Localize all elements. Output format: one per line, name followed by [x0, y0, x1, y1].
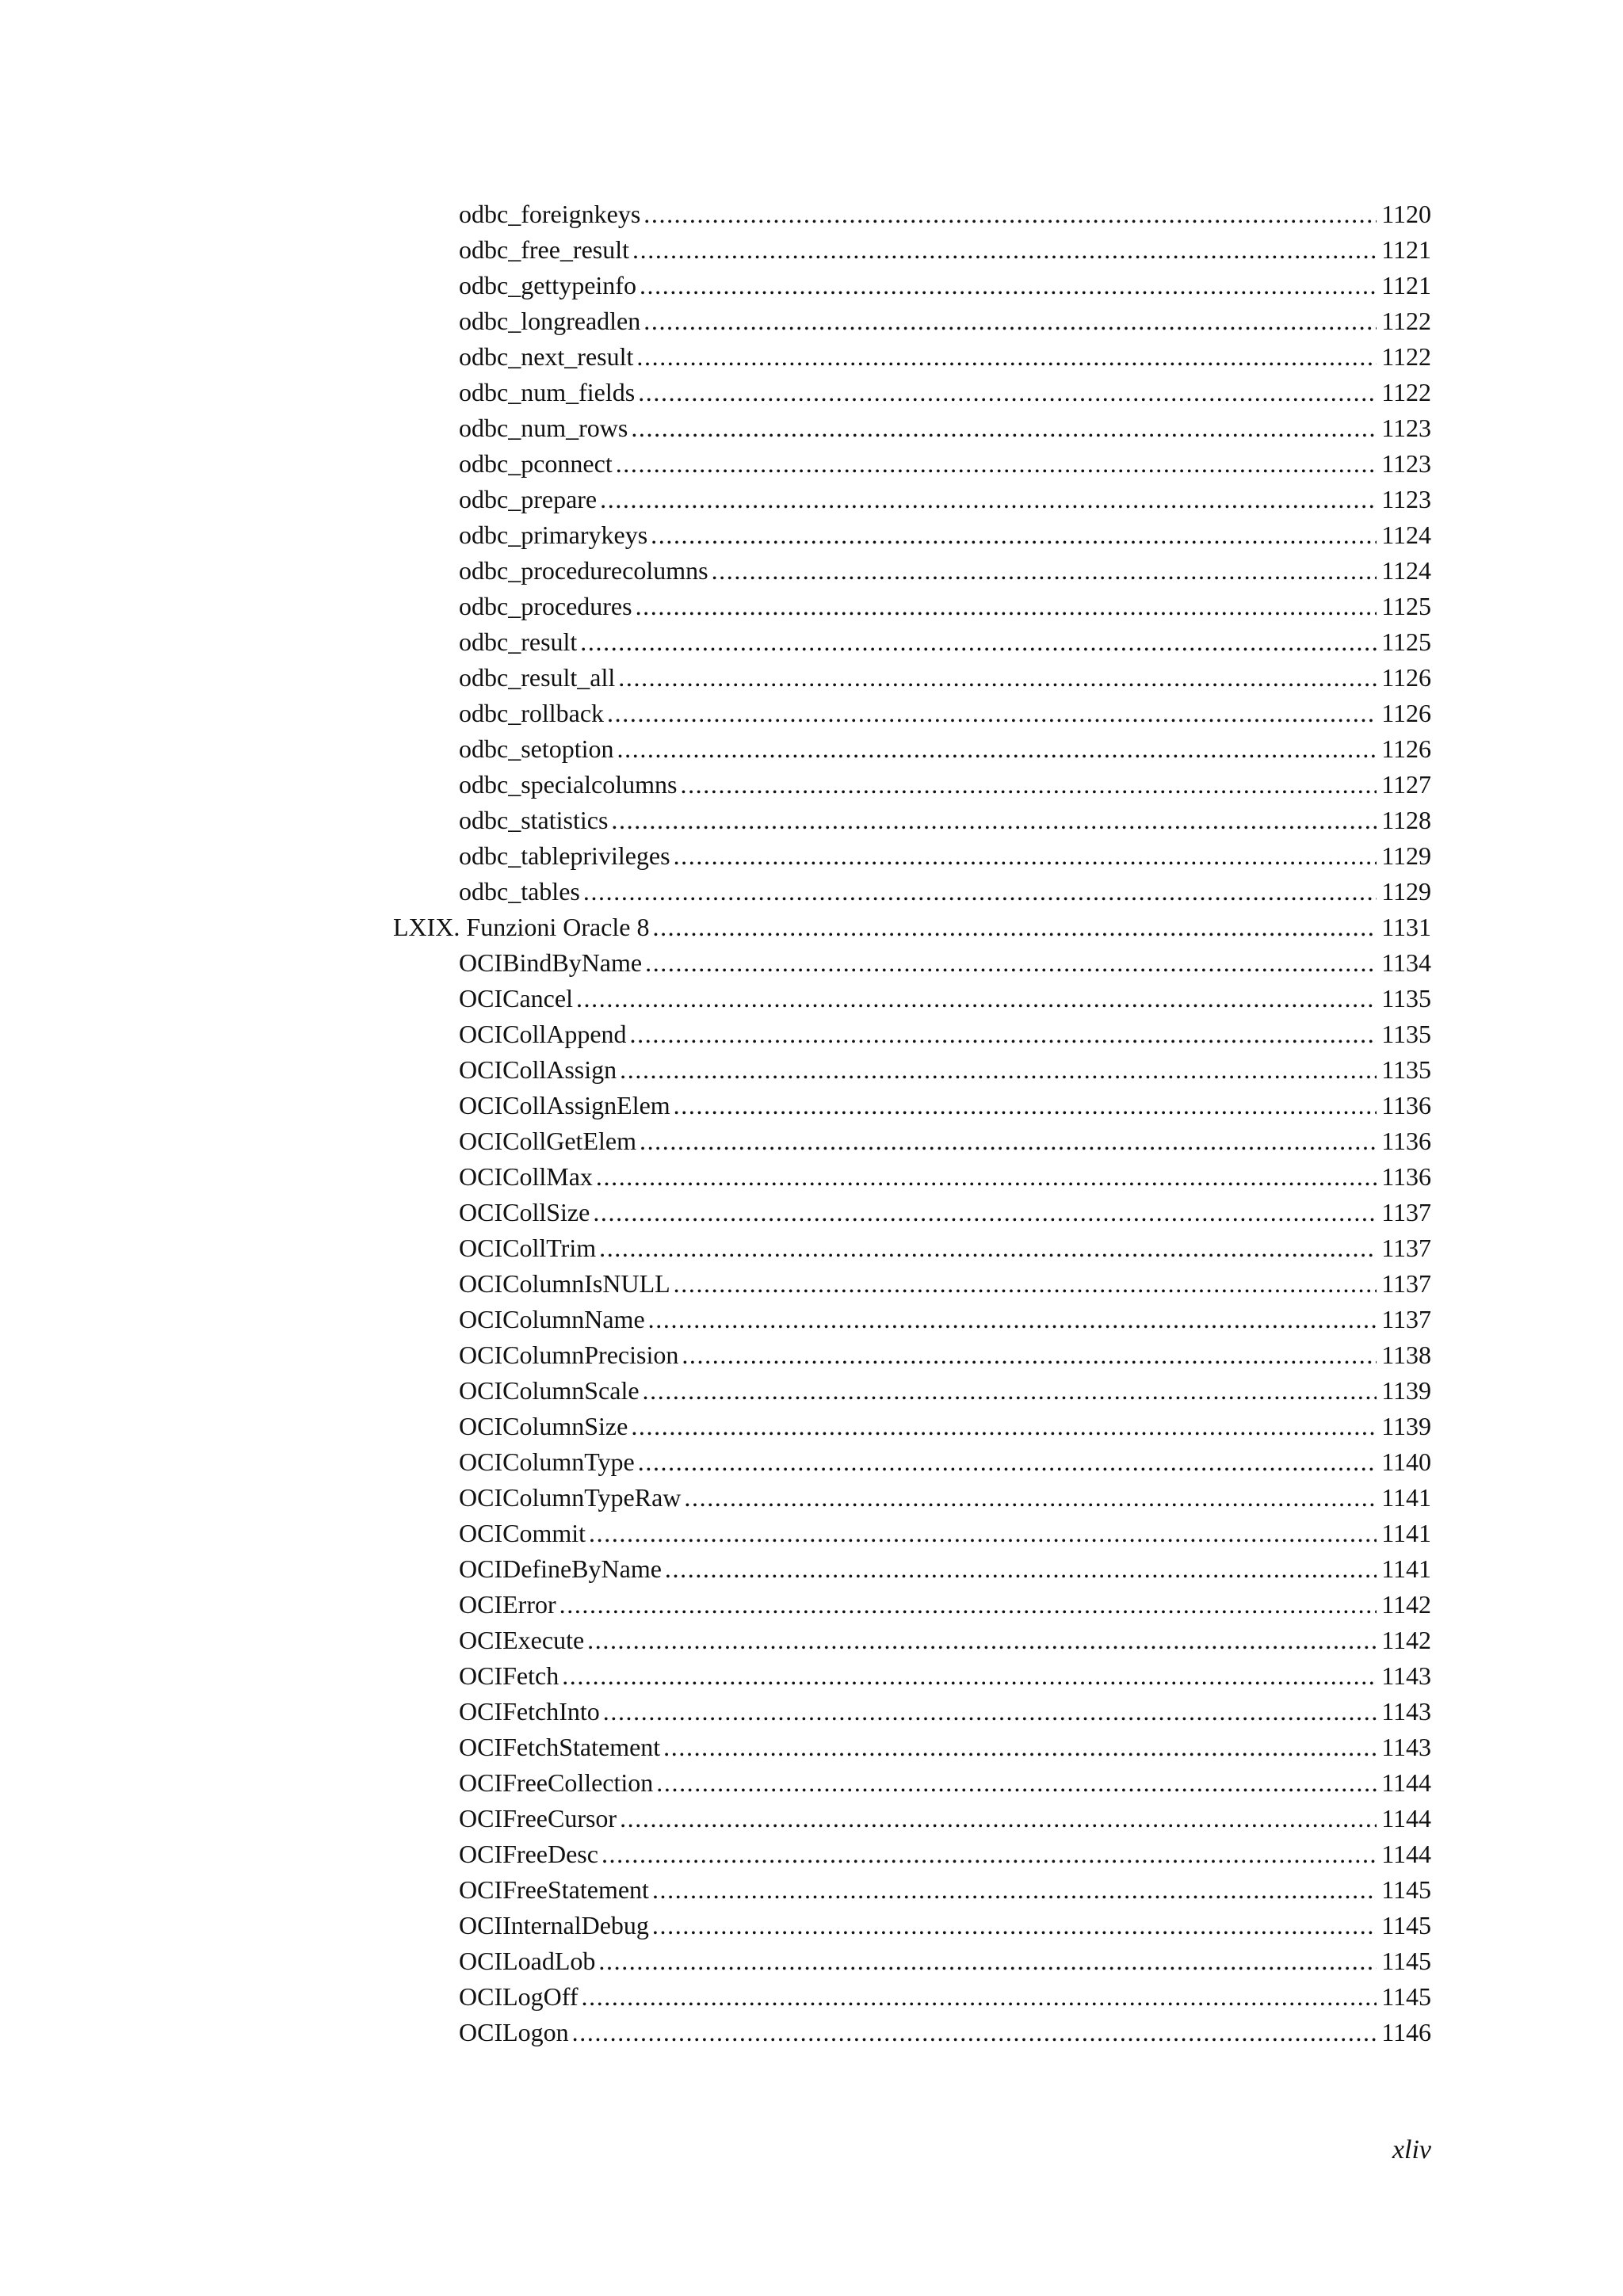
toc-entry-label: OCIColumnTypeRaw — [459, 1483, 682, 1512]
toc-entry-page: 1137 — [1381, 1305, 1431, 1333]
toc-entry[interactable] — [393, 1587, 1431, 1623]
toc-entry[interactable] — [393, 1765, 1431, 1801]
toc-entry-page: 1145 — [1381, 1875, 1431, 1904]
toc-entry-label: odbc_gettypeinfo — [459, 271, 636, 299]
toc-entry[interactable] — [393, 803, 1431, 838]
toc-dot-leader — [562, 1658, 1377, 1694]
toc-entry-label: OCIError — [459, 1590, 556, 1619]
toc-dot-leader — [599, 1230, 1377, 1266]
toc-dot-leader — [632, 232, 1377, 268]
toc-entry-page: 1144 — [1381, 1804, 1431, 1833]
toc-entry[interactable] — [393, 910, 1431, 945]
toc-dot-leader — [643, 303, 1377, 339]
toc-entry-page: 1120 — [1381, 200, 1431, 228]
toc-dot-leader — [598, 1943, 1377, 1979]
toc-entry-page: 1136 — [1381, 1091, 1431, 1119]
toc-entry[interactable] — [393, 696, 1431, 731]
toc-entry-label: OCIColumnPrecision — [459, 1341, 679, 1369]
toc-entry[interactable] — [393, 1801, 1431, 1836]
toc-entry-label: OCICommit — [459, 1519, 586, 1547]
toc-dot-leader — [576, 981, 1377, 1016]
toc-entry[interactable] — [393, 1373, 1431, 1409]
toc-entry-page: 1131 — [1381, 913, 1431, 941]
toc-entry-label: odbc_num_fields — [459, 378, 636, 406]
toc-dot-leader — [618, 660, 1377, 696]
toc-entry-label: OCICollMax — [459, 1162, 593, 1191]
toc-dot-leader — [601, 1836, 1377, 1872]
toc-entry-page: 1142 — [1381, 1590, 1431, 1619]
toc-entry[interactable] — [393, 1516, 1431, 1551]
toc-dot-leader — [648, 1302, 1377, 1337]
toc-entry-page: 1143 — [1381, 1697, 1431, 1726]
toc-dot-leader — [684, 1480, 1377, 1516]
toc-entry-page: 1135 — [1381, 984, 1431, 1013]
toc-dot-leader — [652, 1872, 1377, 1908]
toc-entry[interactable] — [393, 874, 1431, 910]
toc-entry-page: 1136 — [1381, 1162, 1431, 1191]
toc-entry-page: 1121 — [1381, 235, 1431, 264]
toc-entry[interactable] — [393, 1623, 1431, 1658]
toc-entry[interactable] — [393, 1480, 1431, 1516]
toc-dot-leader — [645, 945, 1377, 981]
toc-dot-leader — [593, 1195, 1377, 1230]
toc-entry[interactable] — [393, 945, 1431, 981]
toc-entry-label: OCICollSize — [459, 1198, 590, 1226]
toc-dot-leader — [651, 517, 1377, 553]
toc-entry-label: odbc_statistics — [459, 806, 609, 834]
toc-entry-label: OCIColumnName — [459, 1305, 645, 1333]
toc-dot-leader — [665, 1551, 1377, 1587]
toc-entry[interactable] — [393, 1159, 1431, 1195]
toc-entry-page: 1128 — [1381, 806, 1431, 834]
toc-entry-page: 1134 — [1381, 948, 1431, 977]
toc-entry-page: 1142 — [1381, 1626, 1431, 1654]
toc-entry-page: 1126 — [1381, 663, 1431, 692]
toc-entry[interactable] — [393, 1551, 1431, 1587]
toc-entry-label: odbc_rollback — [459, 699, 605, 727]
toc-dot-leader — [638, 375, 1377, 410]
toc-dot-leader — [712, 553, 1377, 589]
toc-entry[interactable] — [393, 1658, 1431, 1694]
toc-dot-leader — [611, 803, 1377, 838]
toc-entry-label: OCIBindByName — [459, 948, 643, 977]
table-of-contents — [393, 196, 1431, 2050]
toc-entry-label: OCIColumnType — [459, 1447, 635, 1476]
toc-entry-label: OCICollAppend — [459, 1020, 627, 1048]
toc-dot-leader — [631, 410, 1377, 446]
toc-entry[interactable] — [393, 446, 1431, 482]
toc-entry-label: OCILogon — [459, 2018, 569, 2046]
toc-dot-leader — [643, 1373, 1377, 1409]
toc-entry-label: OCIFreeCursor — [459, 1804, 617, 1833]
toc-entry-label: OCIDefineByName — [459, 1554, 662, 1583]
toc-entry[interactable] — [393, 1694, 1431, 1730]
toc-dot-leader — [640, 1123, 1377, 1159]
toc-entry[interactable] — [393, 268, 1431, 303]
toc-entry[interactable] — [393, 1302, 1431, 1337]
toc-entry[interactable] — [393, 1123, 1431, 1159]
toc-entry-page: 1138 — [1381, 1341, 1431, 1369]
toc-entry-page: 1141 — [1381, 1554, 1431, 1583]
toc-dot-leader — [640, 268, 1377, 303]
toc-entry-label: OCIExecute — [459, 1626, 585, 1654]
toc-dot-leader — [596, 1159, 1377, 1195]
toc-entry-page: 1137 — [1381, 1198, 1431, 1226]
toc-entry-page: 1124 — [1381, 521, 1431, 549]
toc-dot-leader — [580, 624, 1377, 660]
toc-entry-page: 1145 — [1381, 1911, 1431, 1939]
toc-dot-leader — [682, 1337, 1377, 1373]
toc-entry-page: 1122 — [1381, 342, 1431, 371]
toc-dot-leader — [589, 1516, 1377, 1551]
toc-entry-label: odbc_procedurecolumns — [459, 556, 708, 585]
toc-entry[interactable] — [393, 731, 1431, 767]
toc-dot-leader — [617, 731, 1377, 767]
toc-entry-label: odbc_prepare — [459, 485, 598, 513]
toc-entry-label: OCIFreeCollection — [459, 1768, 654, 1797]
toc-entry-page: 1123 — [1381, 485, 1431, 513]
toc-entry-label: odbc_tables — [459, 877, 580, 906]
toc-entry[interactable] — [393, 1979, 1431, 2015]
toc-dot-leader — [663, 1730, 1377, 1765]
toc-entry[interactable] — [393, 1088, 1431, 1123]
toc-entry-page: 1125 — [1381, 592, 1431, 620]
toc-entry-page: 1144 — [1381, 1840, 1431, 1868]
toc-entry-page: 1137 — [1381, 1234, 1431, 1262]
toc-entry[interactable] — [393, 1908, 1431, 1943]
toc-entry[interactable] — [393, 303, 1431, 339]
toc-dot-leader — [636, 589, 1377, 624]
toc-entry[interactable] — [393, 767, 1431, 803]
toc-entry-label: OCIFreeStatement — [459, 1875, 649, 1904]
toc-dot-leader — [631, 1409, 1377, 1444]
toc-entry-label: OCILogOff — [459, 1982, 579, 2011]
toc-dot-leader — [674, 1088, 1377, 1123]
toc-entry[interactable] — [393, 1730, 1431, 1765]
toc-dot-leader — [600, 482, 1377, 517]
toc-entry-page: 1124 — [1381, 556, 1431, 585]
toc-entry[interactable] — [393, 624, 1431, 660]
toc-entry[interactable] — [393, 2015, 1431, 2050]
toc-entry-page: 1137 — [1381, 1269, 1431, 1298]
toc-dot-leader — [652, 910, 1377, 945]
toc-entry-label: OCIColumnIsNULL — [459, 1269, 670, 1298]
toc-entry[interactable] — [393, 553, 1431, 589]
page-number: xliv — [1392, 2135, 1431, 2164]
toc-entry-page: 1135 — [1381, 1020, 1431, 1048]
toc-entry[interactable] — [393, 1195, 1431, 1230]
toc-entry[interactable] — [393, 517, 1431, 553]
toc-dot-leader — [559, 1587, 1377, 1623]
toc-dot-leader — [620, 1052, 1377, 1088]
toc-entry[interactable] — [393, 1444, 1431, 1480]
toc-entry-label: OCIFetchInto — [459, 1697, 600, 1726]
toc-entry-label: OCIFetchStatement — [459, 1733, 661, 1761]
toc-entry-page: 1122 — [1381, 307, 1431, 335]
toc-dot-leader — [607, 696, 1377, 731]
toc-entry-page: 1145 — [1381, 1982, 1431, 2011]
toc-entry-label: OCIColumnScale — [459, 1376, 640, 1405]
toc-entry-page: 1145 — [1381, 1947, 1431, 1975]
toc-entry[interactable] — [393, 196, 1431, 232]
toc-entry-label: OCICollTrim — [459, 1234, 597, 1262]
toc-dot-leader — [636, 339, 1377, 375]
toc-dot-leader — [630, 1016, 1377, 1052]
toc-entry-page: 1121 — [1381, 271, 1431, 299]
toc-entry-label: odbc_next_result — [459, 342, 634, 371]
toc-entry-page: 1139 — [1381, 1412, 1431, 1440]
toc-entry-label: OCICollAssign — [459, 1055, 617, 1084]
toc-entry-page: 1129 — [1381, 841, 1431, 870]
toc-entry[interactable] — [393, 838, 1431, 874]
toc-entry[interactable] — [393, 660, 1431, 696]
toc-entry-page: 1123 — [1381, 449, 1431, 478]
toc-entry-page: 1129 — [1381, 877, 1431, 906]
toc-entry-label: OCIColumnSize — [459, 1412, 628, 1440]
toc-entry-page: 1126 — [1381, 734, 1431, 763]
toc-dot-leader — [643, 196, 1377, 232]
toc-entry-label: odbc_specialcolumns — [459, 770, 678, 799]
toc-entry[interactable] — [393, 339, 1431, 375]
toc-entry-page: 1125 — [1381, 627, 1431, 656]
toc-entry-label: odbc_num_rows — [459, 414, 628, 442]
toc-dot-leader — [603, 1694, 1377, 1730]
toc-dot-leader — [638, 1444, 1377, 1480]
toc-entry-label: odbc_result — [459, 627, 578, 656]
toc-entry-label: OCIInternalDebug — [459, 1911, 649, 1939]
toc-entry[interactable] — [393, 482, 1431, 517]
toc-entry-label: odbc_longreadlen — [459, 307, 641, 335]
toc-entry-label: odbc_foreignkeys — [459, 200, 641, 228]
toc-entry[interactable] — [393, 375, 1431, 410]
toc-dot-leader — [674, 1266, 1377, 1302]
toc-entry-label: OCICollGetElem — [459, 1127, 636, 1155]
toc-dot-leader — [674, 838, 1377, 874]
toc-entry[interactable] — [393, 1052, 1431, 1088]
toc-entry-label: OCIFetch — [459, 1661, 559, 1690]
toc-entry[interactable] — [393, 232, 1431, 268]
toc-entry-page: 1126 — [1381, 699, 1431, 727]
toc-entry[interactable] — [393, 1836, 1431, 1872]
toc-entry-page: 1143 — [1381, 1733, 1431, 1761]
toc-entry-label: odbc_setoption — [459, 734, 614, 763]
toc-entry[interactable] — [393, 410, 1431, 446]
toc-entry-page: 1123 — [1381, 414, 1431, 442]
toc-dot-leader — [616, 446, 1377, 482]
toc-entry[interactable] — [393, 1266, 1431, 1302]
toc-dot-leader — [583, 874, 1377, 910]
toc-dot-leader — [680, 767, 1377, 803]
toc-entry-page: 1141 — [1381, 1519, 1431, 1547]
toc-entry-page: 1140 — [1381, 1447, 1431, 1476]
toc-entry-page: 1139 — [1381, 1376, 1431, 1405]
toc-entry-label: odbc_pconnect — [459, 449, 613, 478]
toc-entry-label: LXIX. Funzioni Oracle 8 — [393, 913, 650, 941]
toc-entry-page: 1135 — [1381, 1055, 1431, 1084]
toc-entry[interactable] — [393, 1409, 1431, 1444]
toc-dot-leader — [620, 1801, 1377, 1836]
toc-entry-label: odbc_free_result — [459, 235, 630, 264]
toc-dot-leader — [572, 2015, 1377, 2050]
toc-entry[interactable] — [393, 1943, 1431, 1979]
toc-entry-label: odbc_result_all — [459, 663, 616, 692]
toc-entry-label: OCICollAssignElem — [459, 1091, 670, 1119]
toc-entry-page: 1127 — [1381, 770, 1431, 799]
toc-dot-leader — [587, 1623, 1377, 1658]
toc-entry-label: odbc_tableprivileges — [459, 841, 670, 870]
toc-entry-label: odbc_procedures — [459, 592, 632, 620]
toc-entry-page: 1146 — [1381, 2018, 1431, 2046]
toc-dot-leader — [652, 1908, 1377, 1943]
toc-entry[interactable] — [393, 1337, 1431, 1373]
toc-entry[interactable] — [393, 1230, 1431, 1266]
toc-entry-label: odbc_primarykeys — [459, 521, 648, 549]
toc-entry-page: 1122 — [1381, 378, 1431, 406]
toc-entry-label: OCIFreeDesc — [459, 1840, 598, 1868]
toc-entry[interactable] — [393, 1016, 1431, 1052]
toc-entry-page: 1141 — [1381, 1483, 1431, 1512]
toc-dot-leader — [656, 1765, 1377, 1801]
toc-entry-page: 1143 — [1381, 1661, 1431, 1690]
toc-entry[interactable] — [393, 589, 1431, 624]
toc-entry[interactable] — [393, 1872, 1431, 1908]
toc-entry-label: OCILoadLob — [459, 1947, 596, 1975]
toc-entry-page: 1144 — [1381, 1768, 1431, 1797]
toc-entry[interactable] — [393, 981, 1431, 1016]
toc-entry-page: 1136 — [1381, 1127, 1431, 1155]
toc-entry-label: OCICancel — [459, 984, 573, 1013]
toc-dot-leader — [582, 1979, 1377, 2015]
